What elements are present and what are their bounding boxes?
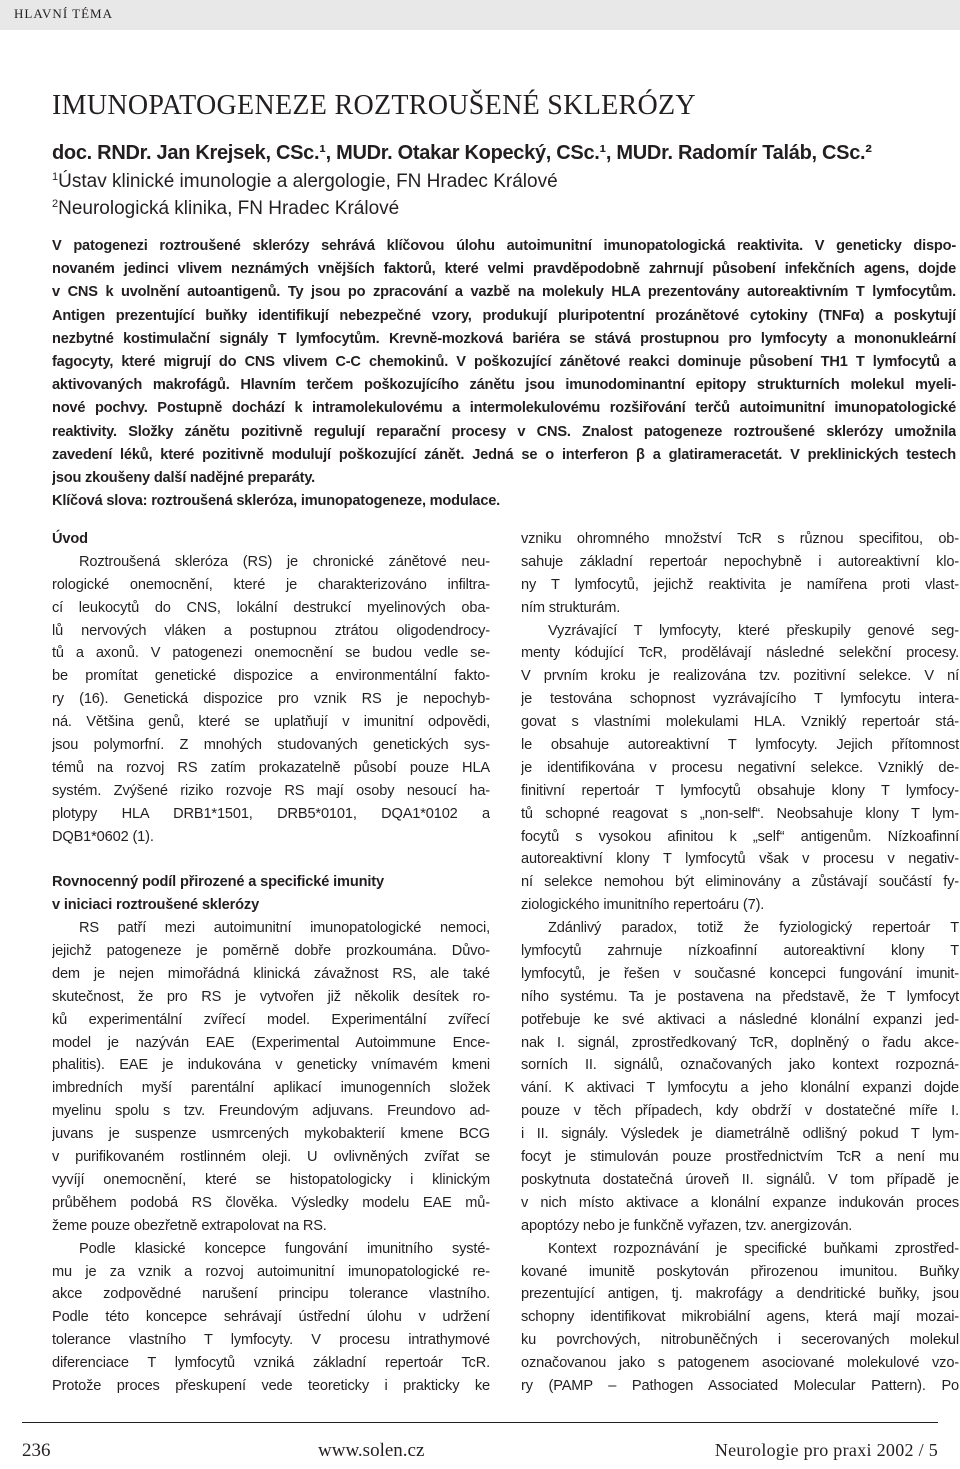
- body-text-line: phalitis). EAE je indukována v geneticky vnímavém kmeni: [52, 1057, 490, 1074]
- body-text-line: vyvíjí onemocnění, které se histopatologicky i klinickým: [52, 1171, 490, 1188]
- body-text-line: sorních II. signálů, označovaných jako kontext rozpozná-: [521, 1057, 959, 1074]
- abstract-line: reaktivity. Složky zánětu pozitivně regulují reparační procesy v CNS. Znalost patogeneze roztroušené sklerózy umožnila: [52, 423, 956, 440]
- paragraph-spacer: [52, 848, 490, 871]
- body-text-line: RS patří mezi autoimunitní imunopatologické nemoci,: [79, 920, 490, 937]
- affiliation-2-text: Neurologická klinika, FN Hradec Králové: [58, 198, 400, 219]
- body-text-line: apoptózy nebo je funkčně vyřazen, tzv. anergizován.: [521, 1217, 853, 1234]
- body-text-line: dem je nejen mimořádná klinická závažnost RS, ale také: [52, 965, 490, 982]
- abstract-line: Antigen prezentující buňky identifikují nebezpečné vzory, produkují pluripotentní prozánětové cytokiny (TNFα) a poskytují: [52, 307, 956, 324]
- body-text-line: ku povrchových, nitrobuněčných i secerovaných molekul: [521, 1332, 959, 1349]
- body-text-line: ků experimentální zvířecí model. Experimentální zvířecí: [52, 1011, 490, 1028]
- body-text-line: témů na rozvoj RS zatím prokazatelně působí pouze HLA: [52, 759, 490, 776]
- body-text-line: lů nervových vláken a postupnou ztrátou oligodendrocy-: [52, 622, 490, 639]
- body-text-line: jejichž patogeneze je poměrně dobře prozkoumána. Důvo-: [52, 943, 490, 960]
- body-text-line: průběhem podobá RS člověka. Výsledky modelu EAE mů-: [52, 1194, 490, 1211]
- body-text-line: ní selekce nemohou být eliminovány a zůstávají součástí fy-: [521, 874, 959, 891]
- abstract-line: v CNS k uvolnění autoantigenů. Ty jsou po zpracování a vazbě na molekuly HLA prezentovány autoreaktivním T lymfocytům.: [52, 284, 956, 301]
- body-text-line: nak I. signál, zprostředkovaný TcR, doplněný o řadu akce-: [521, 1034, 959, 1051]
- abstract-line: zavedení léků, které pozitivně modulují poškozující zánět. Jedná se o interferon β a glatirameracetát. V preklinických testech: [52, 446, 956, 463]
- section-header-bar: [0, 0, 960, 30]
- body-text-line: prezentující antigen, tj. makrofágy a dendritické buňky, jsou: [521, 1286, 959, 1303]
- body-text-line: systém. Zvýšené riziko rozvoje RS mají osoby nesoucí ha-: [52, 782, 490, 799]
- abstract-line: fagocyty, které migrují do CNS vlivem C-C chemokinů. V poškozující zánětové reakci dominuje působení TH1 T lymfocytů a: [52, 353, 956, 370]
- affiliation-1-text: Ústav klinické imunologie a alergologie, FN Hradec Králové: [58, 171, 558, 192]
- body-text-line: be promítat genetické dispozice a environmentální fakto-: [52, 668, 490, 685]
- body-text-line: lymfocytů, je řešen v současné koncepci fungování imunit-: [521, 965, 959, 982]
- body-text-line: žeme pouze obezřetně extrapolovat na RS.: [52, 1217, 327, 1234]
- journal-name: Neurologie pro praxi 2002 / 5: [714, 1440, 938, 1460]
- body-text-line: focyt je stimulován pouze prostřednictvím TcR a není mu: [521, 1149, 959, 1166]
- body-text-line: Protože proces přeskupení vede teoreticky i prakticky ke: [52, 1377, 490, 1394]
- website-link[interactable]: www.solen.cz: [318, 1440, 425, 1461]
- body-text-line: model je nazýván EAE (Experimental Autoimmune Ence-: [52, 1034, 490, 1051]
- body-text-line: skutečnost, že pro RS je vytvořen již několik desítek ro-: [52, 988, 490, 1005]
- body-text-line: Roztroušená skleróza (RS) je chronické zánětové neu-: [79, 553, 490, 570]
- body-text-line: ry (16). Genetická dispozice pro vznik RS je nepochyb-: [52, 691, 490, 708]
- affiliation-2-number: 2: [52, 198, 59, 210]
- body-text-line: rologické onemocnění, které je charakterizováno infiltra-: [52, 576, 490, 593]
- body-text-line: plotypy HLA DRB1*1501, DRB5*0101, DQA1*0102 a: [52, 805, 490, 822]
- body-text-line: autoreaktivní klony T lymfocytů však v procesu v negativ-: [521, 851, 959, 868]
- affiliation-1: [52, 171, 558, 193]
- affiliation-1-number: 1: [52, 171, 59, 183]
- affiliation-2: [52, 198, 399, 220]
- body-text-line: je identifikována v procesu negativní selekce. Vzniklý de-: [521, 759, 959, 776]
- body-text-line: poskytnuta dostatečná úroveň II. signálů. V tom případě je: [521, 1171, 959, 1188]
- section-heading-immunity: v iniciaci roztroušené sklerózy: [52, 897, 260, 914]
- body-text-line: juvans je suspenze usmrcených mykobakterií kmene BCG: [52, 1126, 490, 1143]
- body-text-line: Podle této koncepce sehrávají ústřední úlohu v udržení: [52, 1309, 490, 1326]
- body-text-line: ziologického imunitního repertoáru (7).: [521, 897, 765, 914]
- body-text-line: finitivní repertoár T lymfocytů obsahuje klony T lymfocy-: [521, 782, 959, 799]
- body-text-line: ná. Většina genů, které se uplatňují v imunitní odpovědi,: [52, 714, 490, 731]
- body-text-line: v nich místo aktivace a klonální expanze indukován proces: [521, 1194, 959, 1211]
- body-text-line: imbredních myší parentální aplikací imunogenních složek: [52, 1080, 490, 1097]
- body-text-line: vzniku ohromného množství TcR s různou specifitou, ob-: [521, 531, 959, 547]
- left-column: [52, 528, 490, 1398]
- page-number: 236: [22, 1440, 51, 1461]
- body-text-line: ním strukturám.: [521, 599, 621, 616]
- right-column: [521, 528, 959, 1398]
- body-text-line: le obsahuje autoreaktivní T lymfocyty. Jejich přítomnost: [521, 737, 959, 754]
- body-text-line: DQB1*0602 (1).: [52, 828, 154, 845]
- abstract-line: novaném jedinci vlivem neznámých vnějších faktorů, které velmi pravděpodobně zahrnují působení infekčních agens, dojde: [52, 261, 956, 278]
- body-text-line: kované imunitě poskytován přirozenou imunitou. Buňky: [521, 1263, 959, 1280]
- body-text-line: Kontext rozpoznávání je specifické buňkami zprostřed-: [548, 1240, 959, 1257]
- body-text-line: tů schopné reagovat s „non-self“. Neobsahuje klony T lym-: [521, 805, 959, 822]
- keywords: Klíčová slova: roztroušená skleróza, imunopatogeneze, modulace.: [52, 493, 501, 510]
- body-text-line: govat s vlastními molekulami HLA. Vzniklý repertoár stá-: [521, 714, 959, 731]
- body-text-line: cí leukocytů do CNS, lokální destrukcí myelinových oba-: [52, 599, 490, 616]
- body-text-line: tolerance vlastního T lymfocyty. V procesu intrathymové: [52, 1332, 490, 1349]
- body-text-line: Vyzrávající T lymfocyty, které přeskupily genové seg-: [548, 622, 959, 639]
- body-text-line: sahuje základní repertoár nepochybně i autoreaktivní klo-: [521, 553, 959, 570]
- body-text-line: ry (PAMP – Pathogen Associated Molecular Pattern). Po: [521, 1377, 959, 1394]
- body-text-line: lymfocytů zahrnuje nízkoafinní autoreaktivní klony T: [521, 943, 959, 960]
- body-text-line: menty kódující TcR, prodělávají následné selekční procesy.: [521, 645, 959, 662]
- body-text-line: ního systému. Ta je postavena na představě, že T lymfocyt: [521, 988, 959, 1005]
- section-heading-intro: Úvod: [52, 531, 88, 547]
- abstract-line: V patogenezi roztroušené sklerózy sehrává klíčovou úlohu autoimunitní imunopatologická reaktivita. V geneticky dispo-: [52, 238, 956, 254]
- section-heading-immunity: Rovnocenný podíl přirozené a specifické imunity: [52, 874, 384, 891]
- body-text-line: Zdánlivý paradox, totiž že fyziologický repertoár T: [548, 920, 959, 937]
- body-text-line: jsou polymorfní. Z mnohých studovaných genetických sys-: [52, 737, 490, 754]
- body-text-line: i II. signály. Výsledek je diametrálně odlišný pokud T lym-: [521, 1126, 959, 1143]
- body-text-line: tů a axonů. V patogenezi onemocnění se budou vedle se-: [52, 645, 490, 662]
- body-text-line: v purifikovaném rostlinném oleji. U ovlivněných zvířat se: [52, 1149, 490, 1166]
- abstract: [52, 235, 960, 513]
- abstract-line: nové pochvy. Postupně dochází k intramolekulovému a intermolekulovému rozšiřování terčů autoimunitní imunopatologické: [52, 400, 956, 417]
- footer-divider: [22, 1422, 938, 1423]
- body-text-line: myelinu spolu s tzv. Freundovým adjuvans. Freundovo ad-: [52, 1103, 490, 1120]
- section-label: HLAVNÍ TÉMA: [14, 6, 113, 21]
- body-text-line: diferenciace T lymfocytů vzniká základní repertoár TcR.: [52, 1355, 490, 1372]
- body-text-line: potřebuje ke své aktivaci a následné klonální expanzi jed-: [521, 1011, 959, 1028]
- body-text-line: ny T lymfocytů, jejichž reaktivita je namířena proti vlast-: [521, 576, 959, 593]
- body-text-line: akce zodpovědné narušení principu tolerance vlastního.: [52, 1286, 490, 1303]
- body-text-line: mu je za vznik a rozvoj autoimunitní imunopatologické re-: [52, 1263, 490, 1280]
- abstract-line: nezbytné kostimulační signály T lymfocytům. Krevně-mozková bariéra se stává prostupnou pro lymfocyty a mononukleární: [52, 330, 956, 347]
- article-title: IMUNOPATOGENEZE ROZTROUŠENÉ SKLERÓZY: [52, 90, 696, 121]
- abstract-line: aktivovaných makrofágů. Hlavním terčem poškozujícího zánětu jsou imunodominantní epitopy strukturních molekul myeli-: [52, 377, 956, 394]
- abstract-line: jsou zkoušeny další nadějné preparáty.: [52, 469, 316, 486]
- body-text-line: V prvním kroku je realizována tzv. pozitivní selekce. V ní: [521, 668, 959, 685]
- author-list: doc. RNDr. Jan Krejsek, CSc.¹, MUDr. Otakar Kopecký, CSc.¹, MUDr. Radomír Taláb, CSc.²: [52, 142, 872, 164]
- body-text-line: vání. K aktivaci T lymfocytu a jeho klonální expanzi dojde: [521, 1080, 959, 1097]
- body-text-line: pouze v těch případech, kdy obdrží v dostatečné míře I.: [521, 1103, 959, 1120]
- body-text-line: Podle klasické koncepce fungování imunitního systé-: [79, 1240, 490, 1257]
- body-text-line: je testována schopnost vyzrávajícího T lymfocytu intera-: [521, 691, 959, 708]
- body-text-line: schopny identifikovat mikrobiální agens, která mají mozai-: [521, 1309, 959, 1326]
- body-text-line: focytů s vysokou afinitou k „self“ antigenům. Nízkoafinní: [521, 828, 959, 845]
- body-text-line: označovanou jako s patogenem asociované molekulové vzo-: [521, 1355, 959, 1372]
